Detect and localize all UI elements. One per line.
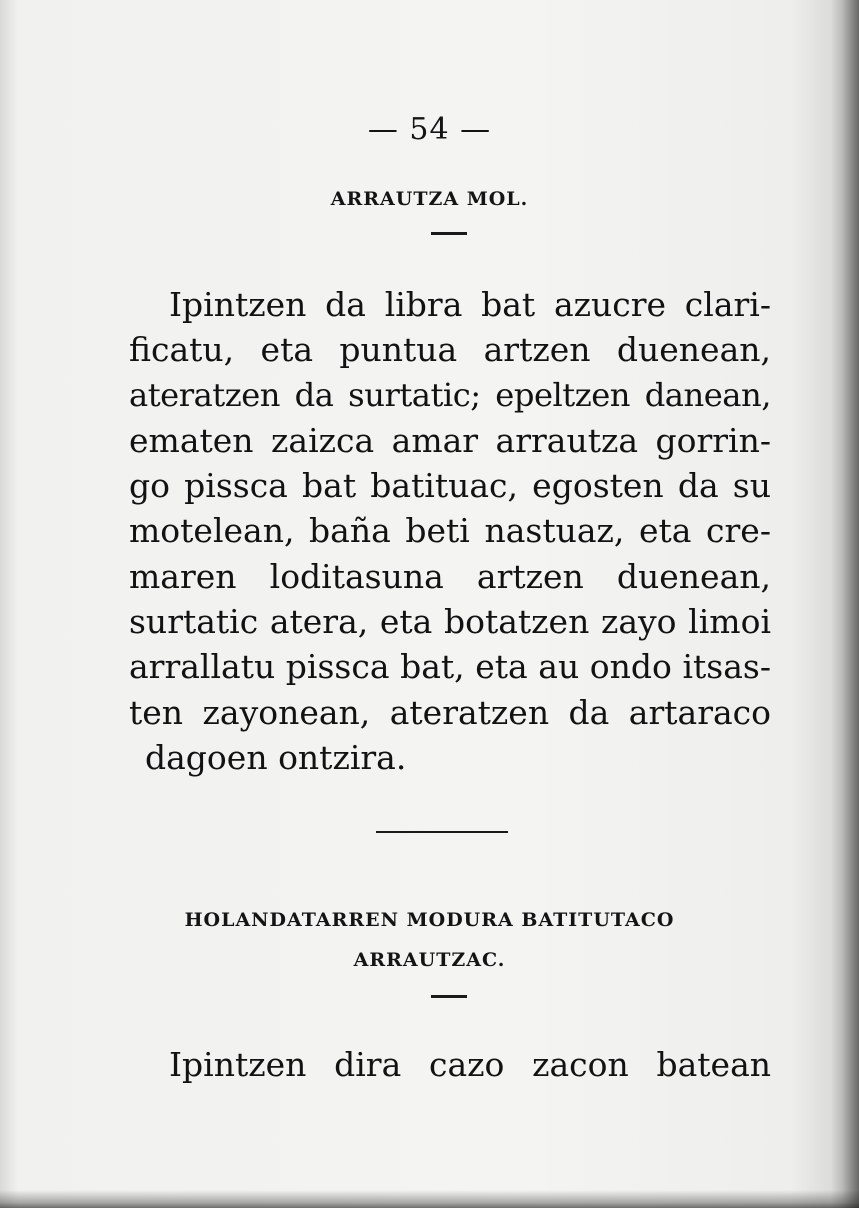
section-heading-2 [0,900,859,980]
text-line: ateratzen da surtatic; epeltzen danean, [129,375,771,414]
text-line: Ipintzen da libra bat azucre clari- [169,285,771,324]
recipe-paragraph-1 [129,282,771,780]
heading-rule-1 [431,232,467,235]
section-heading-2-line-1: HOLANDATARREN MODURA BATITUTACO [184,909,675,931]
text-line: ematen zaizca amar arrautza gorrin- [129,420,771,460]
text-line: maren loditasuna artzen duenean, [129,556,771,596]
section-divider-rule [376,831,508,833]
text-line: surtatic atera, eta botatzen zayo limoi [129,602,771,642]
heading-rule-2 [431,995,467,998]
page-number: — 54 — [367,112,492,147]
text-line: motelean, baña beti nastuaz, eta cre- [129,511,771,551]
text-line: ficatu, eta puntua artzen duenean, [129,330,771,370]
text-line: arrallatu pissca bat, eta au ondo itsas- [129,647,771,687]
page-edge-shadow-right [831,0,859,1208]
page-edge-shadow-bottom [0,1190,859,1208]
text-line: dagoen ontzira. [145,737,407,777]
text-line: ten zayonean, ateratzen da artaraco [129,692,771,732]
section-heading-1: ARRAUTZA MOL. [330,188,529,210]
section-heading-2-line-2: ARRAUTZAC. [353,949,506,971]
recipe-paragraph-2 [129,1042,771,1087]
text-line: Ipintzen dira cazo zacon batean [169,1045,771,1084]
text-line: go pissca bat batituac, egosten da su [129,466,771,506]
